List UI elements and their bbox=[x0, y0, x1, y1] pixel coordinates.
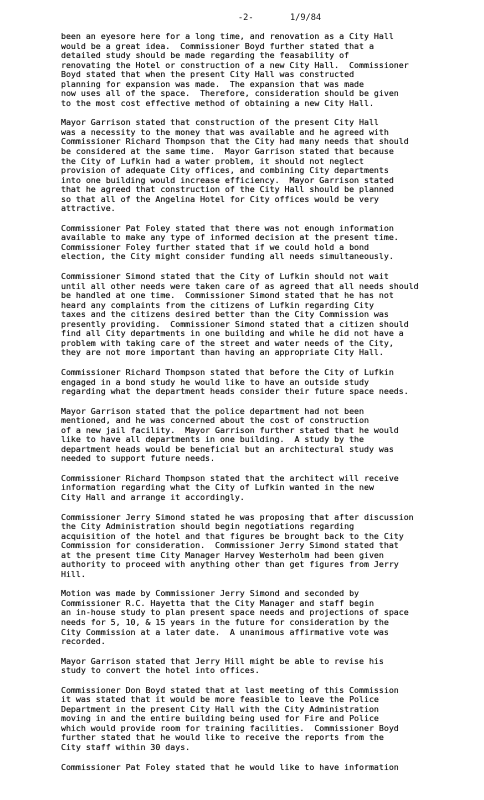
text-line: recorded. bbox=[61, 637, 106, 647]
text-line: Motion was made by Commissioner Jerry Simond and seconded by bbox=[61, 589, 360, 599]
paragraph bbox=[61, 474, 459, 503]
paragraph bbox=[61, 118, 459, 213]
text-line: so that all of the Angelina Hotel for City offices would be very bbox=[61, 194, 379, 204]
text-line: needed to support future needs. bbox=[61, 454, 215, 464]
text-line: Mayor Garrison stated that construction of the present City Hall bbox=[61, 118, 379, 128]
text-line: would be a great idea. Commissioner Boyd further stated that a bbox=[61, 41, 374, 51]
text-line: be considered at the same time. Mayor Garrison stated that because bbox=[61, 147, 394, 157]
text-line: until all other needs were taken care of as agreed that all needs should bbox=[61, 281, 419, 291]
text-line: Commissioner R.C. Hayetta that the City Manager and staff begin bbox=[61, 598, 374, 608]
text-line: moving in and the entire building being used for Fire and Police bbox=[61, 714, 379, 724]
text-line: Commissioner Pat Foley stated that there was not enough information bbox=[61, 223, 394, 233]
paragraph bbox=[61, 686, 459, 753]
text-line: needs for 5, 10, & 15 years in the future for consideration by the bbox=[61, 617, 389, 627]
paragraph bbox=[61, 272, 459, 358]
text-line: Commissioner Richard Thompson that the City had many needs that should bbox=[61, 137, 409, 147]
text-line: they are not more important than having an appropriate City Hall. bbox=[61, 348, 384, 358]
document-date: 1/9/84 bbox=[290, 13, 322, 23]
text-line: available to make any type of informed decision at the present time. bbox=[61, 233, 399, 243]
text-line: further stated that he would like to receive the reports from the bbox=[61, 733, 384, 743]
text-line: presently providing. Commissioner Simond stated that a citizen should bbox=[61, 319, 409, 329]
text-line: attractive. bbox=[61, 204, 116, 214]
paragraph bbox=[61, 32, 459, 108]
text-line: it was stated that it would be more feasible to leave the Police bbox=[61, 695, 379, 705]
page-number: -2- bbox=[238, 13, 254, 23]
text-line: of a new jail facility. Mayor Garrison further stated that he would bbox=[61, 425, 399, 435]
text-line: acquisition of the hotel and that figures be brought back to the City bbox=[61, 531, 404, 541]
text-line: mentioned, and he was concerned about the cost of construction bbox=[61, 416, 369, 426]
text-line: was a necessity to the money that was available and he agreed with bbox=[61, 127, 389, 137]
minutes-body bbox=[61, 32, 459, 782]
text-line: now uses all of the space. Therefore, consideration should be given bbox=[61, 89, 399, 99]
text-line: that he agreed that construction of the City Hall should be planned bbox=[61, 185, 394, 195]
paragraph bbox=[61, 589, 459, 646]
text-line: the City of Lufkin had a water problem, it should not neglect bbox=[61, 156, 364, 166]
text-line: which would provide room for training facilities. Commissioner Boyd bbox=[61, 723, 399, 733]
paragraph bbox=[61, 224, 459, 262]
text-line: taxes and the citizens desired better than the City Commission was bbox=[61, 310, 389, 320]
text-line: provision of adequate City offices, and combining City departments bbox=[61, 166, 389, 176]
text-line: City staff within 30 days. bbox=[61, 743, 191, 752]
text-line: Commissioner Jerry Simond stated he was proposing that after discussion bbox=[61, 512, 414, 522]
text-line: Mayor Garrison stated that Jerry Hill might be able to revise his bbox=[61, 656, 384, 666]
text-line: regarding what the department heads consider their future space needs. bbox=[61, 387, 409, 397]
text-line: been an eyesore here for a long time, and renovation as a City Hall bbox=[61, 32, 394, 41]
text-line: Boyd stated that when the present City Hall was constructed bbox=[61, 70, 355, 80]
paragraph bbox=[61, 407, 459, 464]
text-line: find all City departments in one building and while he did not have a bbox=[61, 329, 404, 339]
text-line: planning for expansion was made. The expansion that was made bbox=[61, 79, 364, 89]
text-line: Commissioner Don Boyd stated that at last meeting of this Commission bbox=[61, 685, 399, 695]
text-line: information regarding what the City of Lufkin wanted in the new bbox=[61, 483, 374, 493]
text-line: Commission for consideration. Commissioner Jerry Simond stated that bbox=[61, 541, 399, 551]
text-line: election, the City might consider funding all needs simultaneously. bbox=[61, 252, 394, 262]
text-line: study to convert the hotel into offices. bbox=[61, 666, 260, 676]
paragraph bbox=[61, 513, 459, 580]
text-line: City Commission at a later date. A unanimous affirmative vote was bbox=[61, 627, 389, 637]
text-line: authority to proceed with anything other than get figures from Jerry bbox=[61, 560, 399, 570]
text-line: City Hall and arrange it accordingly. bbox=[61, 492, 245, 502]
paragraph bbox=[61, 368, 459, 397]
paragraph bbox=[61, 657, 459, 676]
text-line: Commissioner Pat Foley stated that he would like to have information bbox=[61, 762, 399, 772]
text-line: Hill. bbox=[61, 569, 86, 579]
text-line: like to have all departments in one building. A study by the bbox=[61, 435, 364, 445]
text-line: renovating the Hotel or construction of a new City Hall. Commissioner bbox=[61, 60, 409, 70]
paragraph bbox=[61, 763, 459, 773]
text-line: heard any complaints from the citizens of Lufkin regarding City bbox=[61, 300, 374, 310]
text-line: be handled at one time. Commissioner Simond stated that he has not bbox=[61, 291, 394, 301]
text-line: into one building would increase efficiency. Mayor Garrison stated bbox=[61, 175, 394, 185]
text-line: Mayor Garrison stated that the police department had not been bbox=[61, 406, 364, 416]
text-line: Commissioner Richard Thompson stated that before the City of Lufkin bbox=[61, 367, 394, 377]
text-line: department heads would be beneficial but an architectural study was bbox=[61, 444, 394, 454]
text-line: the City Administration should begin negotiations regarding bbox=[61, 522, 355, 532]
text-line: at the present time City Manager Harvey Westerholm had been given bbox=[61, 550, 384, 560]
text-line: engaged in a bond study he would like to have an outside study bbox=[61, 377, 369, 387]
text-line: problem with taking care of the street and water needs of the City, bbox=[61, 338, 394, 348]
text-line: Commissioner Simond stated that the City of Lufkin should not wait bbox=[61, 272, 389, 282]
text-line: Department in the present City Hall with the City Administration bbox=[61, 704, 379, 714]
page-header bbox=[0, 13, 484, 23]
text-line: an in-house study to plan present space needs and projections of space bbox=[61, 608, 409, 618]
text-line: detailed study should be made regarding the feasability of bbox=[61, 51, 350, 61]
text-line: to the most cost effective method of obtaining a new City Hall. bbox=[61, 98, 374, 108]
text-line: Commissioner Richard Thompson stated that the architect will receive bbox=[61, 473, 399, 483]
text-line: Commissioner Foley further stated that if we could hold a bond bbox=[61, 242, 369, 252]
